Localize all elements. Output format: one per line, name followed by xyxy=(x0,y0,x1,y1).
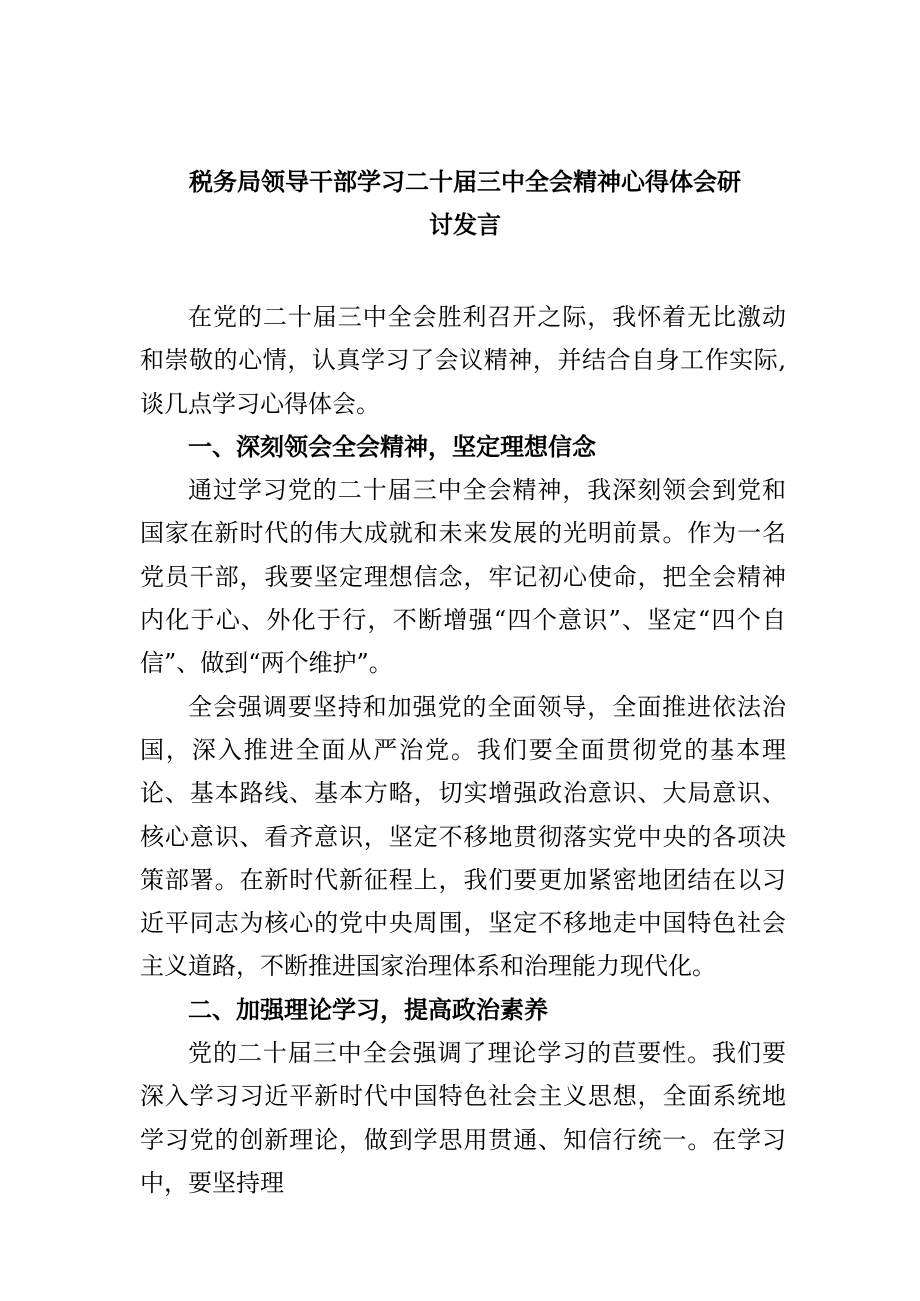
section-heading-1: 一、深刻领会全会精神，坚定理想信念 xyxy=(188,432,596,461)
document-body xyxy=(140,296,786,1205)
body-paragraph: 全会强调要坚持和加强党的全面领导，全面推进依法治国，深入推进全面从严治党。我们要全面贯彻党的基本理论、基本路线、基本方略，切实增强政治意识、大局意识、核心意识、看齐意识，坚定不移地贯彻落实党中央的各项决策部署。在新时代新征程上，我们要更加紧密地团结在以习近平同志为核心的党中央周围，坚定不移地走中国特色社会主义道路，不断推进国家治理体系和治理能力现代化。 xyxy=(140,692,786,981)
body-paragraph: 通过学习党的二十届三中全会精神，我深刻领会到党和国家在新时代的伟大成就和未来发展的光明前景。作为一名党员干部，我要坚定理想信念，牢记初心使命，把全会精神内化于心、外化于行，不断增强“四个意识”、坚定“四个自信”、做到“两个维护”。 xyxy=(140,476,786,678)
document-title-line-1: 税务局领导干部学习二十届三中全会精神心得体会研 xyxy=(189,168,741,196)
document-title-line-2: 讨发言 xyxy=(429,211,501,239)
section-heading-2: 二、加强理论学习，提高政治素养 xyxy=(188,995,548,1024)
intro-paragraph: 在党的二十届三中全会胜利召开之际，我怀着无比激动和崇敬的心情，认真学习了会议精神，并结合自身工作实际,谈几点学习心得体会。 xyxy=(140,303,786,418)
body-paragraph: 党的二十届三中全会强调了理论学习的苣要性。我们要深入学习习近平新时代中国特色社会主义思想，全面系统地学习党的创新理论，做到学思用贯通、知信行统一。在学习中，要坚持理 xyxy=(140,1039,786,1197)
